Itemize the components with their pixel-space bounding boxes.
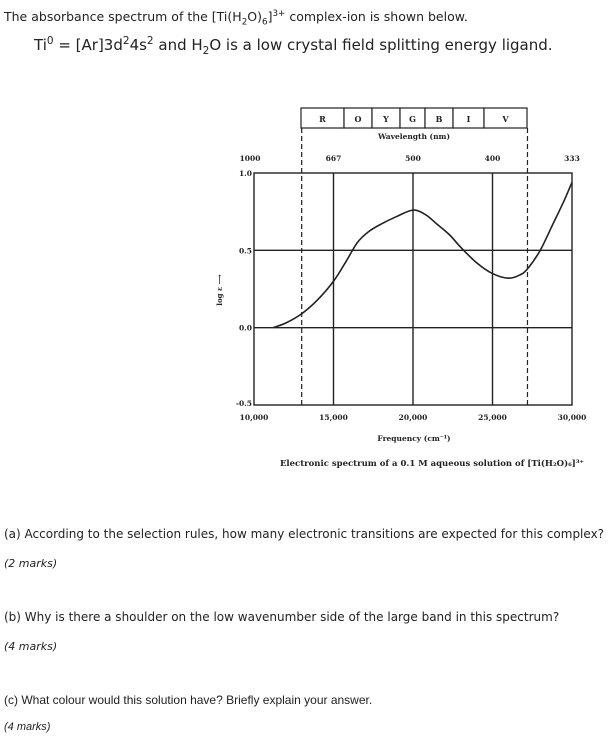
text: Ti <box>34 36 47 54</box>
text: ] <box>267 9 273 25</box>
text: and H <box>153 36 203 54</box>
x-axis-label: Frequency (cm⁻¹) <box>377 434 451 443</box>
x-tick-label: 10,000 <box>239 413 269 422</box>
text: O is a low crystal field splitting energy ligand. <box>209 36 553 54</box>
text: 0 <box>46 35 54 47</box>
color-band-label: I <box>466 114 471 124</box>
x-tick-label: 25,000 <box>478 413 507 422</box>
question-b: (b) Why is there a shoulder on the low wavenumber side of the large band in this spectrum? <box>4 610 560 624</box>
text: 6 <box>261 17 268 28</box>
x-tick-label: 15,000 <box>319 413 348 422</box>
y-tick-label: -0.5 <box>235 399 252 408</box>
y-tick-label: 1.0 <box>238 169 252 178</box>
color-band-label: G <box>409 114 416 124</box>
top-tick-label: 333 <box>564 154 580 163</box>
question-b-marks: (4 marks) <box>4 640 58 653</box>
top-axis-label: Wavelength (nm) <box>377 132 451 141</box>
text: 3+ <box>272 9 286 19</box>
y-tick-label: 0.0 <box>238 323 252 333</box>
x-tick-label: 30,000 <box>557 413 587 422</box>
text: 2 <box>122 35 130 47</box>
color-band-label: B <box>435 114 443 124</box>
color-band-label: Y <box>383 114 389 124</box>
top-tick-label: 667 <box>325 154 342 163</box>
y-tick-label: 0.5 <box>238 246 252 256</box>
color-band-label: R <box>319 114 326 124</box>
x-tick-label: 20,000 <box>398 413 428 422</box>
question-c: (c) What colour would this solution have? Briefly explain your answer. <box>4 693 373 707</box>
text: The absorbance spectrum of the [Ti(H <box>4 9 242 25</box>
text: 2 <box>146 35 154 47</box>
question-a-marks: (2 marks) <box>4 557 58 570</box>
question-a: (a) According to the selection rules, how many electronic transitions are expected for this complex? <box>4 527 605 541</box>
text: 4s <box>129 36 147 54</box>
top-tick-label: 1000 <box>239 154 261 163</box>
text: O) <box>247 9 262 25</box>
text: = [Ar]3d <box>53 36 123 54</box>
chart-caption: Electronic spectrum of a 0.1 M aqueous solution of [Ti(H₂O)₆]³⁺ <box>279 459 585 469</box>
y-axis-label: log ε ⟶ <box>215 274 224 306</box>
top-tick-label: 400 <box>484 154 501 163</box>
top-tick-label: 500 <box>405 154 421 163</box>
color-band-label: V <box>502 114 509 124</box>
text: 2 <box>202 45 210 57</box>
text: 2 <box>241 17 248 28</box>
color-band-label: O <box>354 114 362 124</box>
text: complex-ion is shown below. <box>285 9 468 25</box>
question-c-marks: (4 marks) <box>4 721 51 733</box>
